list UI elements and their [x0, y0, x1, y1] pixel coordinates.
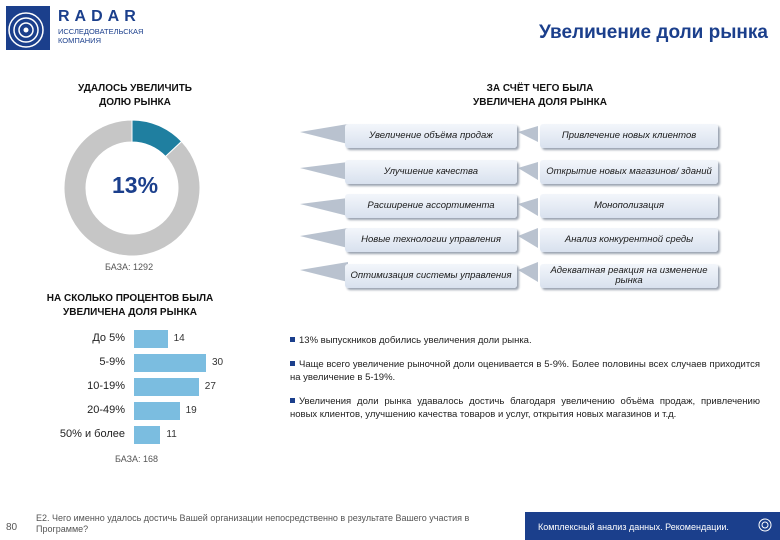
bullet-square-icon	[290, 398, 295, 403]
bullet-text: Чаще всего увеличение рыночной доли оценивается в 5-9%. Более половины всех случаев приходится на увеличение в 5-19%.	[290, 359, 760, 383]
reason-optimization: Оптимизация системы управления	[345, 264, 517, 288]
page-number: 80	[6, 522, 18, 533]
footer-caption: Комплексный анализ данных. Рекомендации.	[538, 522, 729, 532]
increase-size-title-line1: НА СКОЛЬКО ПРОЦЕНТОВ БЫЛА	[46, 293, 214, 304]
reason-assortment: Расширение ассортимента	[345, 194, 517, 218]
bar-value-label: 14	[173, 333, 185, 344]
page-title: Увеличение доли рынка	[538, 22, 768, 43]
bar	[134, 378, 199, 396]
reason-technologies: Новые технологии управления	[345, 228, 517, 252]
bullet-text: Увеличения доли рынка удавалось достичь благодаря увеличению объёма продаж, привлечению новых клиентов, улучшению качества товаров и услуг, открытия новых магазинов и т.д.	[290, 396, 760, 420]
bar-category-label: 10-19%	[87, 380, 125, 392]
bar	[134, 330, 168, 348]
bar	[134, 402, 180, 420]
reason-new-stores: Открытие новых магазинов/ зданий	[540, 160, 718, 184]
bar-value-label: 27	[204, 381, 216, 392]
bullet-item	[290, 358, 760, 384]
reason-quality: Улучшение качества	[345, 160, 517, 184]
share-increase-title-line1: УДАЛОСЬ УВЕЛИЧИТЬ	[78, 83, 192, 94]
reasons-title-line2: УВЕЛИЧЕНА ДОЛЯ РЫНКА	[473, 97, 607, 108]
bar-category-label: 5-9%	[99, 356, 125, 368]
bullet-square-icon	[290, 337, 295, 342]
bar-category-label: 50% и более	[59, 428, 125, 440]
reasons-title-line1: ЗА СЧЁТ ЧЕГО БЫЛА	[486, 83, 594, 94]
reason-market-reaction: Адекватная реакция на изменение рынка	[540, 264, 718, 288]
radar-circles-icon	[6, 6, 50, 50]
brand-name: RADAR	[58, 8, 141, 25]
increase-size-title	[30, 292, 230, 320]
radar-corner-icon	[756, 516, 774, 534]
reason-competition-analysis: Анализ конкурентной среды	[540, 228, 718, 252]
brand-subtitle: ИССЛЕДОВАТЕЛЬСКАЯ КОМПАНИЯ	[58, 27, 144, 45]
question-text: E2. Чего именно удалось достичь Вашей организации непосредственно в результате Вашего участия в Программе?	[36, 513, 470, 534]
reason-sales-growth: Увеличение объёма продаж	[345, 124, 517, 148]
bar-category-label: 20-49%	[87, 404, 125, 416]
bar-value-label: 30	[212, 357, 224, 368]
bullet-item	[290, 395, 760, 421]
reasons-title	[445, 82, 635, 110]
bar	[134, 354, 206, 372]
bars-base: БАЗА: 168	[115, 454, 159, 464]
increase-size-title-line2: УВЕЛИЧЕНА ДОЛЯ РЫНКА	[63, 307, 197, 318]
donut-percent-label: 13%	[112, 172, 159, 198]
bar	[134, 426, 160, 444]
share-increase-title	[55, 82, 215, 110]
bar-chart	[20, 322, 260, 454]
bullet-item	[290, 334, 760, 347]
bar-category-label: До 5%	[92, 332, 125, 344]
reason-monopolization: Монополизация	[540, 194, 718, 218]
bullet-square-icon	[290, 361, 295, 366]
share-increase-title-line2: ДОЛЮ РЫНКА	[99, 97, 171, 108]
reason-new-clients: Привлечение новых клиентов	[540, 124, 718, 148]
donut-base: БАЗА: 1292	[105, 262, 154, 272]
bar-value-label: 11	[166, 429, 177, 440]
bullet-text: 13% выпускников добились увеличения доли рынка.	[299, 335, 532, 346]
bar-value-label: 19	[185, 405, 197, 416]
